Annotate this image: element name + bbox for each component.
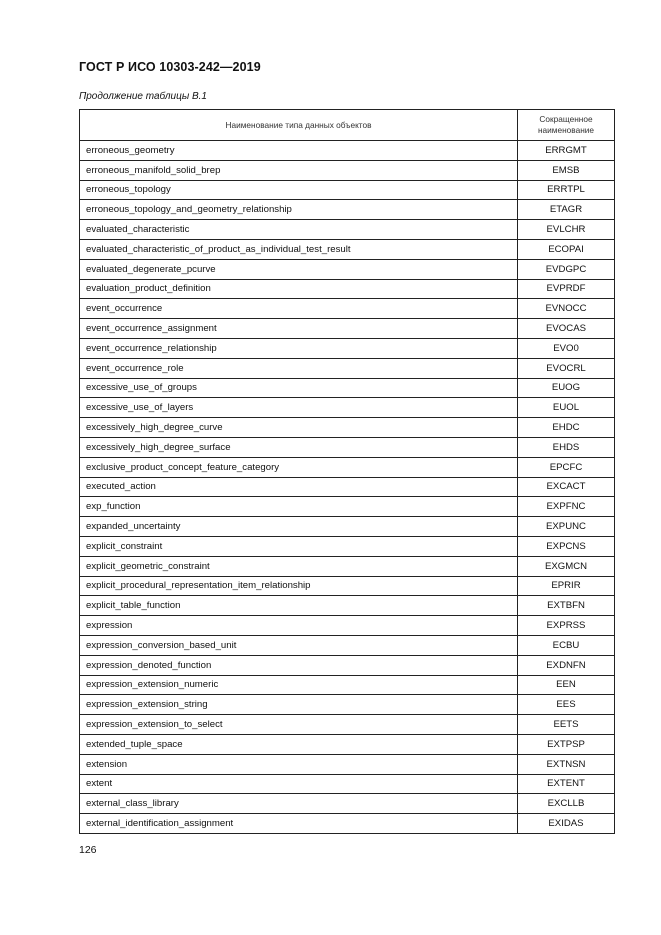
column-header-short-name-line-1: Сокращенное [539, 114, 593, 124]
column-header-short-name [518, 110, 615, 141]
table-row [80, 200, 615, 220]
entity-name-cell: erroneous_manifold_solid_brep [80, 160, 518, 180]
table-row [80, 378, 615, 398]
table-row [80, 794, 615, 814]
entity-name-cell: expression_extension_to_select [80, 715, 518, 735]
short-name-cell: EUOL [518, 398, 615, 418]
entity-name-cell: expression_extension_string [80, 695, 518, 715]
data-types-table [79, 109, 615, 834]
table-row [80, 259, 615, 279]
table-row [80, 220, 615, 240]
short-name-cell: EXCACT [518, 477, 615, 497]
table-row [80, 437, 615, 457]
table-row [80, 734, 615, 754]
table-row [80, 141, 615, 161]
short-name-cell: EPRIR [518, 576, 615, 596]
short-name-cell: EVOCRL [518, 358, 615, 378]
short-name-cell: EETS [518, 715, 615, 735]
short-name-cell: EXIDAS [518, 814, 615, 834]
short-name-cell: EHDC [518, 418, 615, 438]
entity-name-cell: event_occurrence_relationship [80, 338, 518, 358]
table-row [80, 774, 615, 794]
short-name-cell: EVPRDF [518, 279, 615, 299]
table-body [80, 141, 615, 834]
table-row [80, 814, 615, 834]
entity-name-cell: erroneous_geometry [80, 141, 518, 161]
short-name-cell: EXDNFN [518, 655, 615, 675]
entity-name-cell: evaluated_degenerate_pcurve [80, 259, 518, 279]
entity-name-cell: excessively_high_degree_surface [80, 437, 518, 457]
entity-name-cell: explicit_constraint [80, 536, 518, 556]
short-name-cell: EUOG [518, 378, 615, 398]
table-row [80, 418, 615, 438]
short-name-cell: ERRTPL [518, 180, 615, 200]
table-row [80, 635, 615, 655]
entity-name-cell: extended_tuple_space [80, 734, 518, 754]
table-row [80, 319, 615, 339]
short-name-cell: EES [518, 695, 615, 715]
short-name-cell: EVO0 [518, 338, 615, 358]
short-name-cell: EEN [518, 675, 615, 695]
short-name-cell: EVOCAS [518, 319, 615, 339]
short-name-cell: EXPCNS [518, 536, 615, 556]
entity-name-cell: evaluated_characteristic [80, 220, 518, 240]
short-name-cell: EPCFC [518, 457, 615, 477]
table-row [80, 338, 615, 358]
table-row [80, 655, 615, 675]
entity-name-cell: exclusive_product_concept_feature_category [80, 457, 518, 477]
column-header-entity-name: Наименование типа данных объектов [80, 110, 518, 141]
table-row [80, 695, 615, 715]
table-row [80, 477, 615, 497]
entity-name-cell: explicit_table_function [80, 596, 518, 616]
table-row [80, 180, 615, 200]
table-row [80, 299, 615, 319]
short-name-cell: EVNOCC [518, 299, 615, 319]
entity-name-cell: event_occurrence [80, 299, 518, 319]
short-name-cell: EVDGPC [518, 259, 615, 279]
table-row [80, 398, 615, 418]
entity-name-cell: external_class_library [80, 794, 518, 814]
short-name-cell: ECOPAI [518, 239, 615, 259]
entity-name-cell: evaluation_product_definition [80, 279, 518, 299]
table-row [80, 517, 615, 537]
entity-name-cell: external_identification_assignment [80, 814, 518, 834]
short-name-cell: EXTBFN [518, 596, 615, 616]
table-caption: Продолжение таблицы В.1 [79, 91, 207, 102]
entity-name-cell: explicit_geometric_constraint [80, 556, 518, 576]
table-row [80, 675, 615, 695]
short-name-cell: EXPUNC [518, 517, 615, 537]
entity-name-cell: executed_action [80, 477, 518, 497]
entity-name-cell: extension [80, 754, 518, 774]
page-number: 126 [79, 844, 97, 856]
table-row [80, 556, 615, 576]
short-name-cell: ERRGMT [518, 141, 615, 161]
entity-name-cell: explicit_procedural_representation_item_relationship [80, 576, 518, 596]
short-name-cell: EXTNSN [518, 754, 615, 774]
table-row [80, 576, 615, 596]
short-name-cell: EVLCHR [518, 220, 615, 240]
document-title: ГОСТ Р ИСО 10303-242—2019 [79, 60, 261, 74]
table-row [80, 160, 615, 180]
short-name-cell: EXPRSS [518, 616, 615, 636]
entity-name-cell: expression_extension_numeric [80, 675, 518, 695]
entity-name-cell: event_occurrence_role [80, 358, 518, 378]
entity-name-cell: expanded_uncertainty [80, 517, 518, 537]
short-name-cell: EHDS [518, 437, 615, 457]
table-row [80, 279, 615, 299]
entity-name-cell: erroneous_topology [80, 180, 518, 200]
short-name-cell: EXGMCN [518, 556, 615, 576]
table-row [80, 457, 615, 477]
table-row [80, 596, 615, 616]
short-name-cell: EXPFNC [518, 497, 615, 517]
short-name-cell: EXTENT [518, 774, 615, 794]
table-row [80, 239, 615, 259]
table-row [80, 616, 615, 636]
entity-name-cell: expression [80, 616, 518, 636]
entity-name-cell: exp_function [80, 497, 518, 517]
entity-name-cell: extent [80, 774, 518, 794]
table-row [80, 358, 615, 378]
table-row [80, 536, 615, 556]
short-name-cell: EXTPSP [518, 734, 615, 754]
entity-name-cell: expression_conversion_based_unit [80, 635, 518, 655]
entity-name-cell: excessive_use_of_groups [80, 378, 518, 398]
entity-name-cell: excessively_high_degree_curve [80, 418, 518, 438]
table-row [80, 715, 615, 735]
table-row [80, 497, 615, 517]
column-header-short-name-line-2: наименование [537, 125, 595, 135]
entity-name-cell: event_occurrence_assignment [80, 319, 518, 339]
short-name-cell: ECBU [518, 635, 615, 655]
short-name-cell: ETAGR [518, 200, 615, 220]
short-name-cell: EMSB [518, 160, 615, 180]
entity-name-cell: excessive_use_of_layers [80, 398, 518, 418]
entity-name-cell: expression_denoted_function [80, 655, 518, 675]
entity-name-cell: evaluated_characteristic_of_product_as_individual_test_result [80, 239, 518, 259]
entity-name-cell: erroneous_topology_and_geometry_relationship [80, 200, 518, 220]
table-row [80, 754, 615, 774]
table-header-row [80, 110, 615, 141]
short-name-cell: EXCLLB [518, 794, 615, 814]
